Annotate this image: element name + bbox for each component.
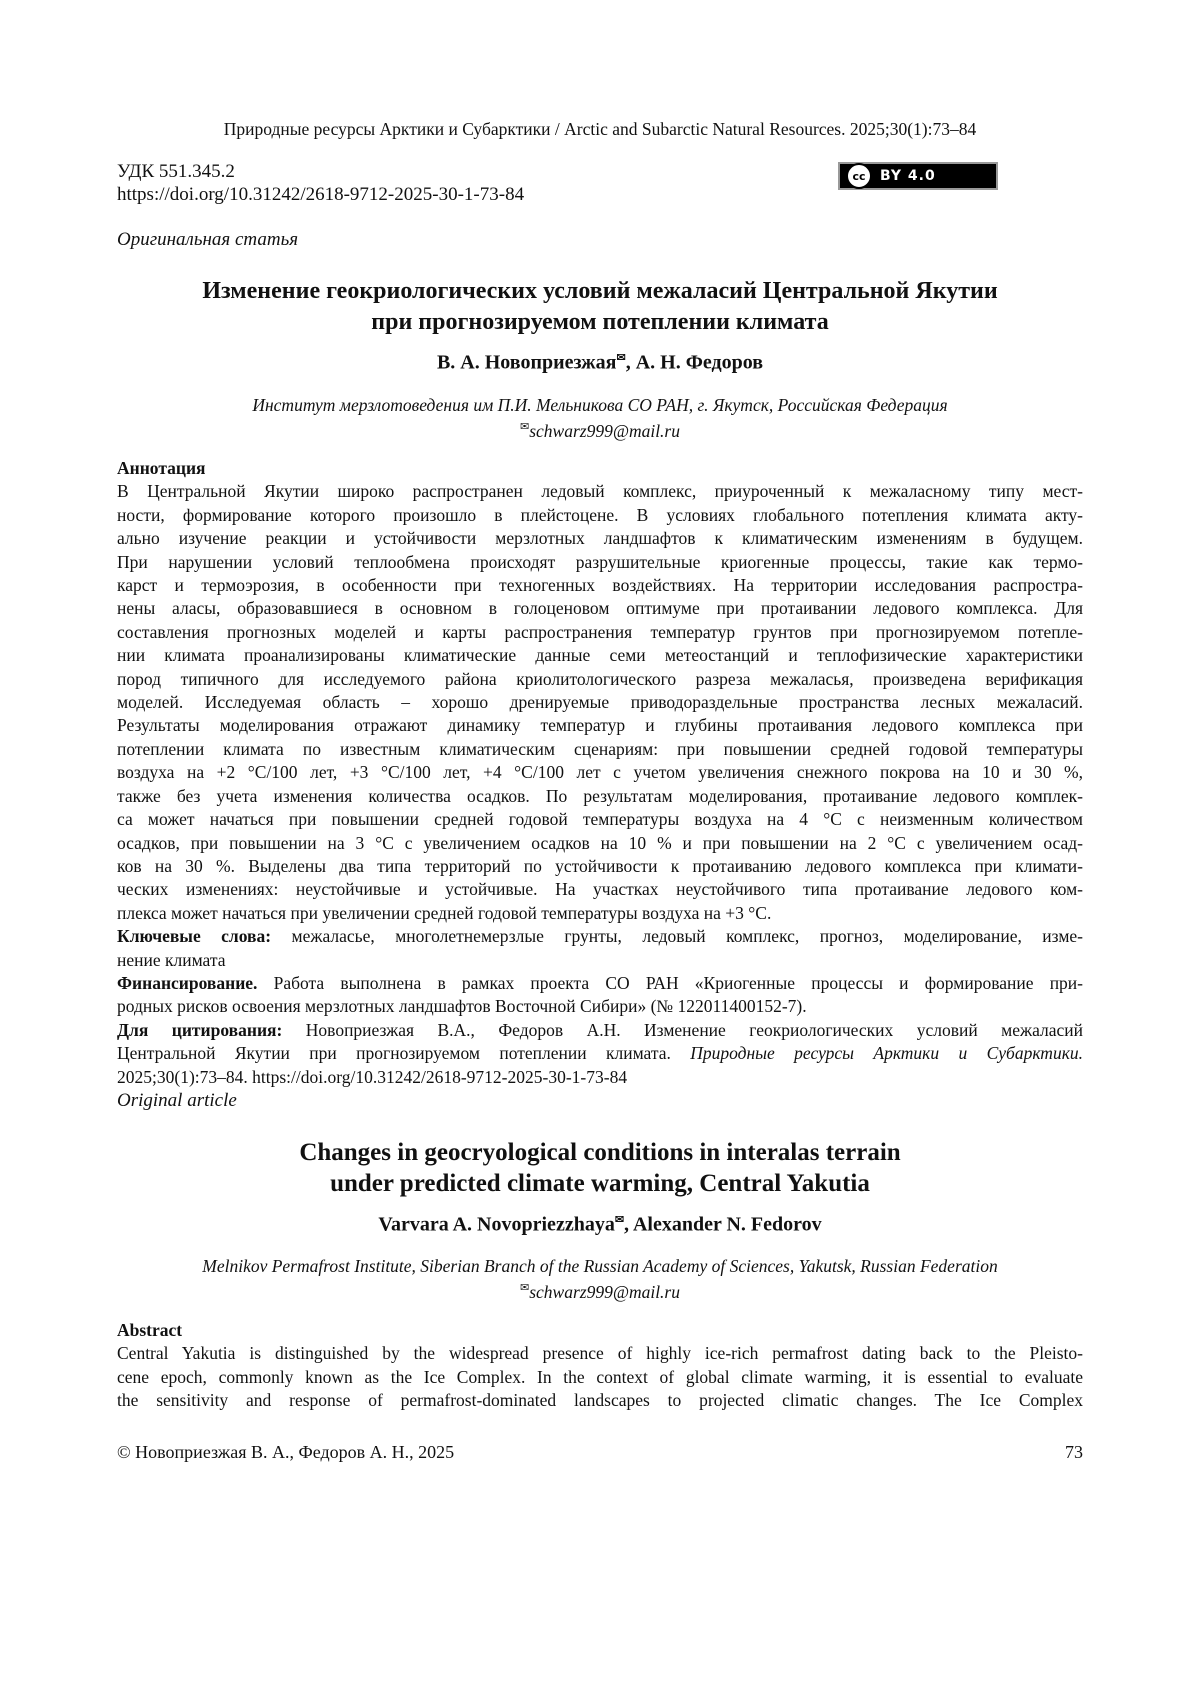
text-line: плекса может начаться при увеличении средней годовой температуры воздуха на +3 °С. (117, 902, 772, 923)
abstract-heading: Abstract (117, 1320, 183, 1340)
title-ru (0, 276, 1200, 338)
article-type-en: Original article (117, 1090, 237, 1111)
citation-text: 2025;30(1):73–84. https://doi.org/10.31242/2618-9712-2025-30-1-73-84 (117, 1066, 628, 1087)
affiliation: Институт мерзлотоведения им П.И. Мельникова СО РАН, г. Якутск, Российская Федерация (252, 395, 948, 415)
title-en (0, 1137, 1200, 1199)
envelope-icon: ✉ (614, 1214, 625, 1226)
keywords: нение климата (117, 949, 226, 970)
text-line: Central Yakutia is distinguished by the widespread presence of highly ice-rich permafrost dating back to the Pleisto- (117, 1343, 1083, 1364)
affiliation-en (0, 1255, 1200, 1303)
authors-en (0, 1213, 1200, 1237)
text-line: ческих изменениях: неустойчивые и устойчивые. На участках неустойчивого типа протаивание ледового ком- (117, 879, 1083, 900)
page-number: 73 (1065, 1442, 1083, 1462)
journal-header: Природные ресурсы Арктики и Субарктики / Arctic and Subarctic Natural Resources. 2025;30(1):73–84 (223, 119, 977, 139)
funding-text: родных рисков освоения мерзлотных ландшафтов Восточной Сибири» (№ 122011400152-7). (117, 996, 807, 1017)
title-line: Changes in geocryological conditions in interalas terrain (299, 1139, 901, 1166)
text-line: моделей. Исследуемая область – хорошо дренируемые приводораздельные пространства лесных межаласий. (117, 692, 1083, 713)
title-line: Изменение геокриологических условий межаласий Центральной Якутии (202, 278, 998, 304)
citation-text: Новоприезжая В.А., Федоров А.Н. Изменение геокриологических условий межаласий (305, 1019, 1084, 1040)
author: Varvara A. Novopriezzhaya (378, 1213, 615, 1236)
abstract-body (117, 1342, 1083, 1412)
abstract-body (117, 480, 1083, 925)
envelope-icon: ✉ (520, 1282, 530, 1294)
article-type: Оригинальная статья (117, 229, 299, 250)
funding-label: Финансирование. (117, 972, 258, 993)
text-line: составления прогнозных моделей и карты распространения температур грунтов при прогнозируемом потепле- (117, 621, 1083, 642)
funding-text: Работа выполнена в рамках проекта СО РАН «Криогенные процессы и формирование при- (273, 972, 1084, 993)
text-line: карст и термоэрозия, в особенности при техногенных воздействиях. На территории исследования распростра- (117, 575, 1083, 596)
text-line: осадков, при повышении на 3 °С с увеличением осадков на 10 % и при повышении на 2 °С с увеличением осад- (117, 832, 1083, 853)
abstract-ru (117, 457, 1083, 1089)
author: , А. Н. Федоров (625, 351, 764, 374)
text-line: также без учета изменения количества осадков. По результатам моделирования, протаивание ледового комплек- (117, 785, 1083, 806)
email-link[interactable]: schwarz999@mail.ru (529, 1281, 680, 1302)
text-line: Результаты моделирования отражают динамику температур и глубины протаивания ледового комплекса при (117, 715, 1083, 736)
cc-icon: cc (846, 163, 872, 189)
envelope-icon: ✉ (520, 421, 530, 433)
license-label: BY 4.0 (880, 168, 936, 184)
text-line: ально изучение реакции и устойчивости мерзлотных ландшафтов к климатическим изменениям в будущем. (117, 528, 1083, 549)
author: , Alexander N. Fedorov (624, 1213, 822, 1236)
text-line: cene epoch, commonly known as the Ice Complex. In the context of global climate warming, it is essential to evaluate (117, 1366, 1083, 1387)
text-line: При нарушении условий теплообмена происходят разрушительные криогенные процессы, такие как термо- (117, 551, 1083, 572)
abstract-en (117, 1319, 1083, 1413)
citation-text: Центральной Якутии при прогнозируемом потеплении климата. (117, 1043, 691, 1064)
envelope-icon: ✉ (616, 352, 626, 364)
keywords-label: Ключевые слова: (117, 926, 272, 947)
text-line: the sensitivity and response of permafrost-dominated landscapes to projected climatic changes. The Ice Complex (117, 1390, 1083, 1411)
text-line: нии климата проанализированы климатические данные семи метеостанций и теплофизические характеристики (117, 645, 1083, 666)
udk: УДК 551.345.2 (117, 161, 235, 182)
footer-copyright: © Новоприезжая В. А., Федоров А. Н., 2025 (117, 1442, 455, 1462)
abstract-heading: Аннотация (117, 458, 206, 478)
authors-ru (0, 351, 1200, 375)
title-line: при прогнозируемом потеплении климата (371, 309, 829, 335)
text-line: потеплении климата по известным климатическим сценариям: при повышении средней годовой температуры (117, 738, 1083, 759)
affiliation: Melnikov Permafrost Institute, Siberian Branch of the Russian Academy of Sciences, Yakutsk, Russian Federation (202, 1256, 998, 1276)
text-line: ков на 30 %. Выделены два типа территорий по устойчивости к протаиванию ледового комплекса при климати- (117, 855, 1083, 876)
text-line: воздуха на +2 °С/100 лет, +3 °С/100 лет, +4 °С/100 лет с учетом увеличения снежного покрова на 10 и 30 %, (117, 762, 1083, 783)
text-line: ности, формирование которого произошло в плейстоцене. В условиях глобального потепления климата акту- (117, 504, 1083, 525)
text-line: са может начаться при повышении средней годовой температуры воздуха на 4 °С с неизменным количеством (117, 809, 1083, 830)
text-line: пород типичного для исследуемого района криолитологического разреза межаласья, произведена верификация (117, 668, 1083, 689)
affiliation-ru (0, 394, 1200, 442)
citation-journal: Природные ресурсы Арктики и Субарктики. (690, 1043, 1083, 1064)
title-line: under predicted climate warming, Central Yakutia (330, 1170, 870, 1197)
citation-label: Для цитирования: (117, 1019, 283, 1040)
email-link[interactable]: schwarz999@mail.ru (529, 420, 680, 441)
cc-by-license-badge[interactable] (838, 162, 998, 190)
keywords: межаласье, многолетнемерзлые грунты, ледовый комплекс, прогноз, моделирование, изме- (291, 926, 1083, 947)
author: В. А. Новоприезжая (436, 351, 617, 374)
doi-link[interactable]: https://doi.org/10.31242/2618-9712-2025-30-1-73-84 (117, 184, 525, 205)
text-line: В Центральной Якутии широко распространен ледовый комплекс, приуроченный к межаласному типу мест- (117, 481, 1083, 502)
text-line: нены аласы, образовавшиеся в основном в голоценовом оптимуме при протаивании ледового комплекса. Для (117, 598, 1083, 619)
